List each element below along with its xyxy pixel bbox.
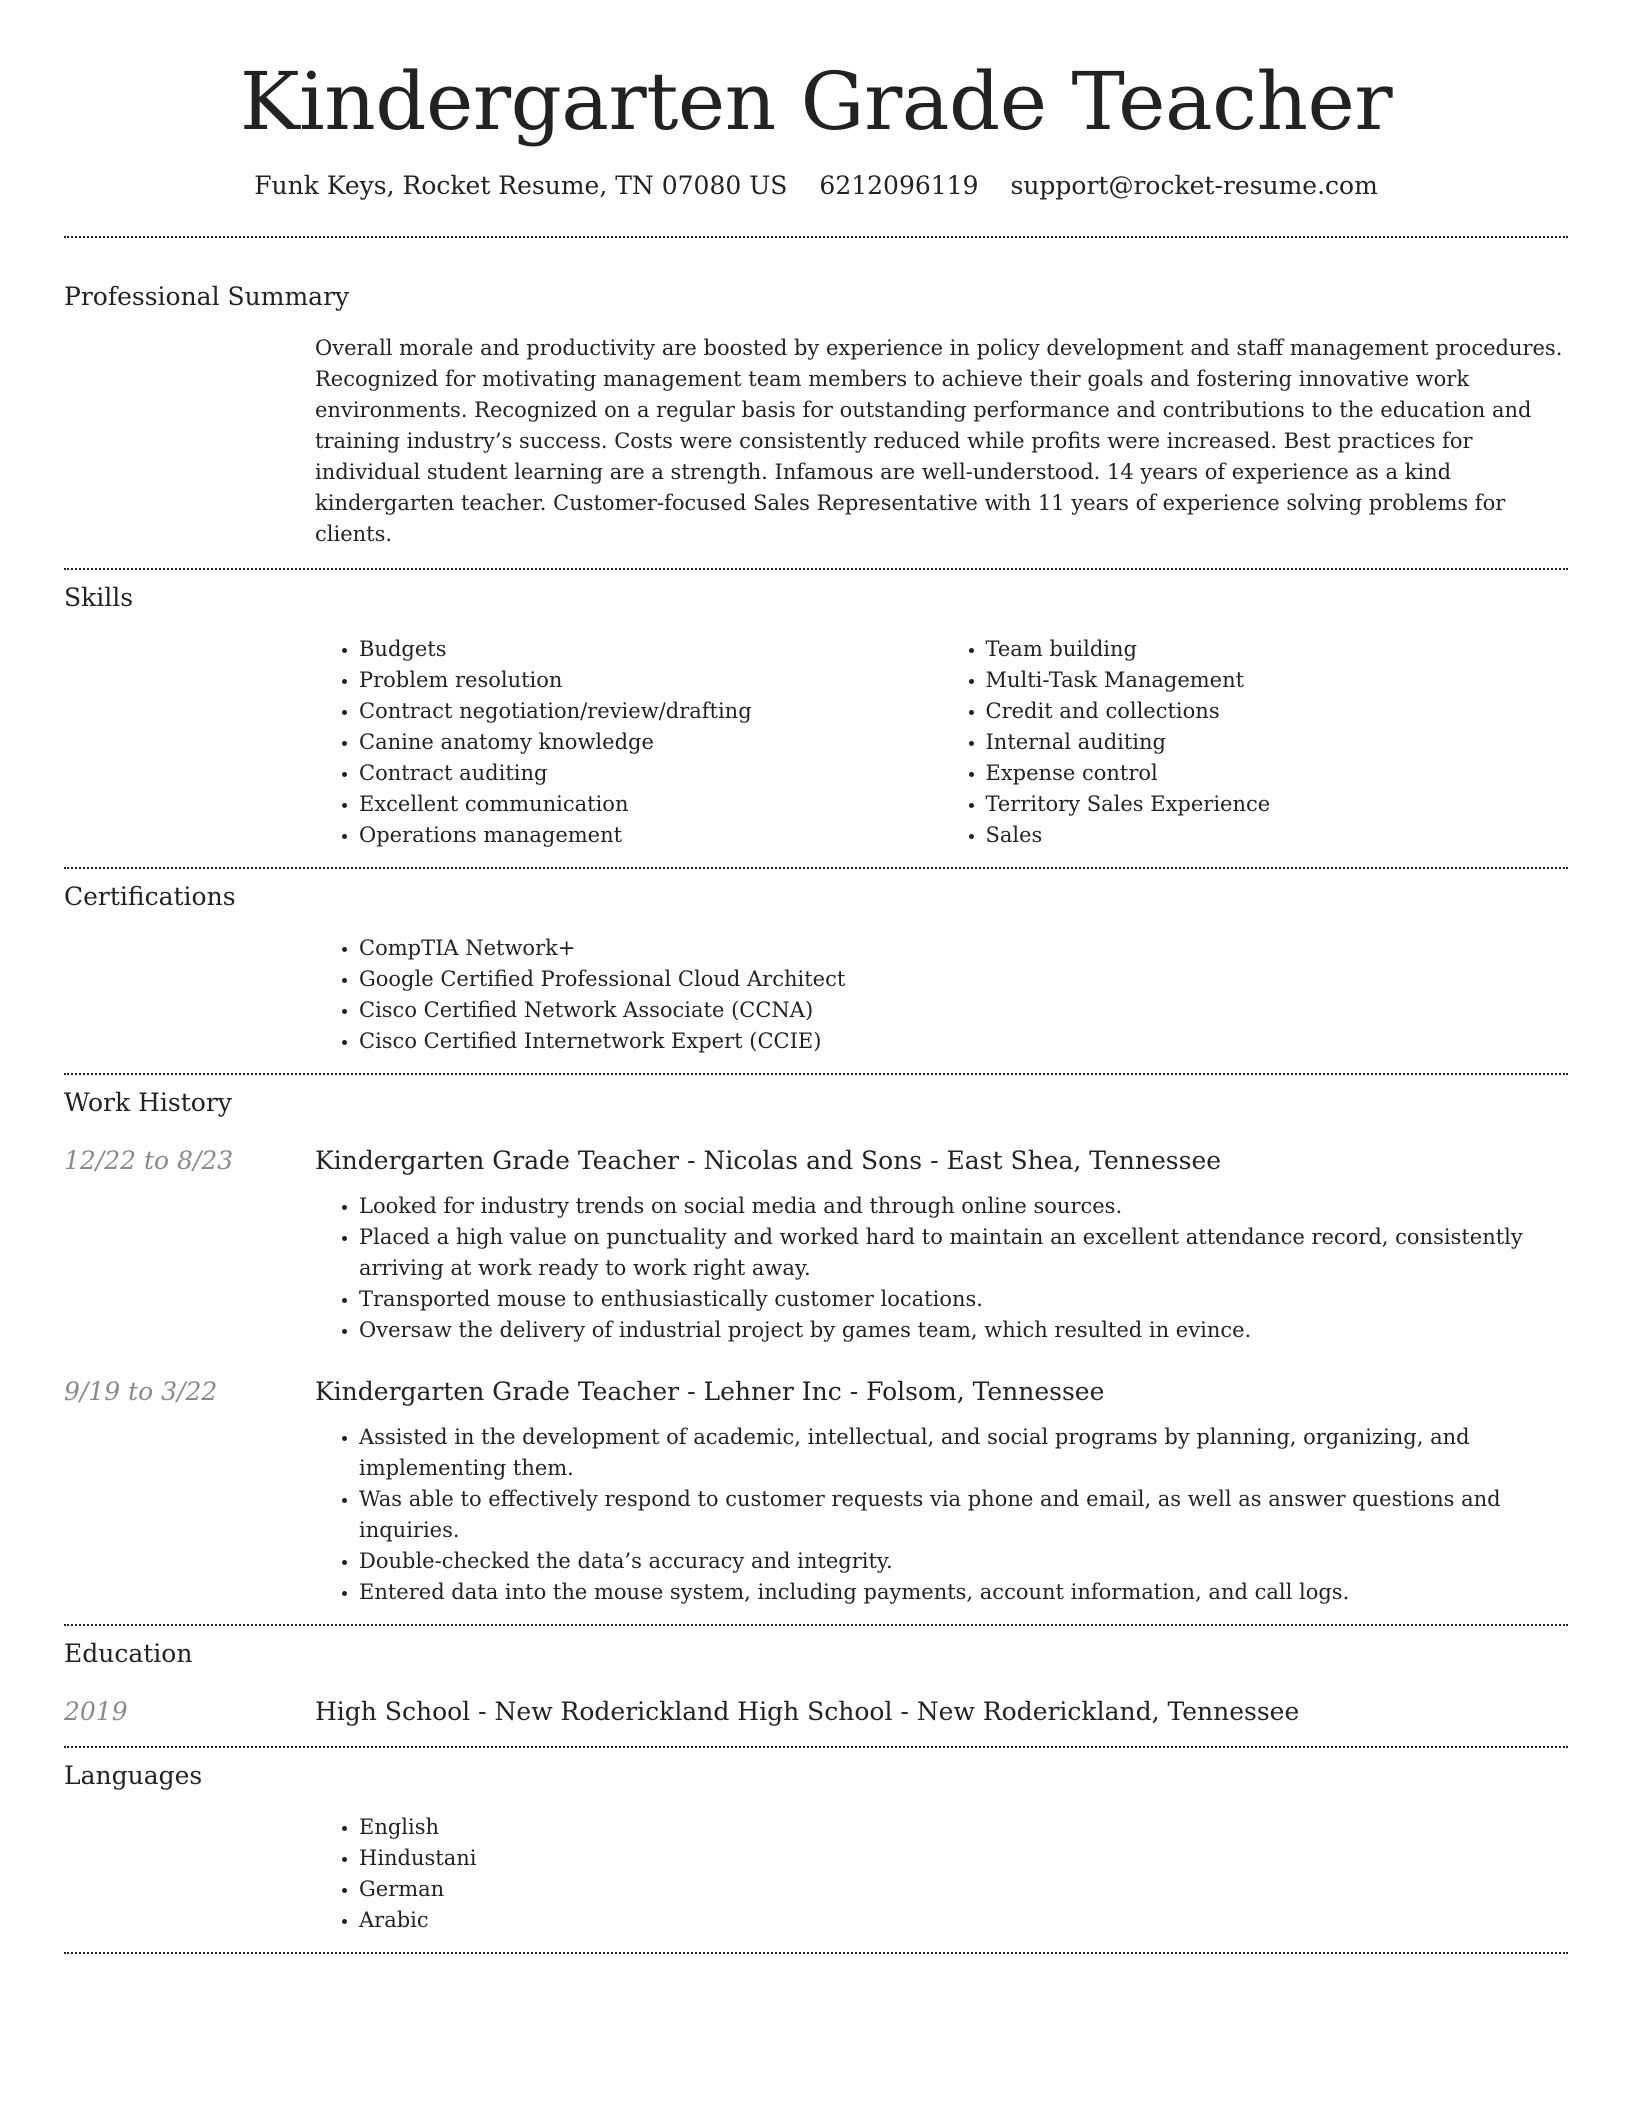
section-title-education: Education [64,1639,193,1668]
skill-item: • Internal auditing [986,727,1569,758]
job-bullet-list [315,1191,1568,1346]
job-title [315,1376,1104,1408]
certification-item: • Cisco Certified Internetwork Expert (CCIE) [359,1026,1568,1057]
section-title-summary: Professional Summary [64,282,350,311]
separator: - [922,1146,947,1175]
job-bullet: • Entered data into the mouse system, including payments, account information, and call logs. [359,1577,1568,1608]
languages-content [315,1812,1568,1936]
education-entry [64,1696,1568,1728]
language-item: • Hindustani [359,1843,1568,1874]
education-school: New Roderickland High School [494,1697,893,1726]
language-item: • English [359,1812,1568,1843]
languages-list [315,1812,1568,1936]
divider [64,867,1568,869]
skills-section [64,582,1568,851]
skills-list-right [942,634,1569,851]
divider [64,1624,1568,1626]
certifications-section [64,881,1568,1057]
certification-item: • CompTIA Network+ [359,933,1568,964]
separator: - [892,1697,917,1726]
job-location: Folsom, Tennessee [866,1377,1105,1406]
skill-item: • Problem resolution [359,665,942,696]
job-bullet: • Transported mouse to enthusiastically customer locations. [359,1284,1568,1315]
separator: - [470,1697,495,1726]
divider [64,1952,1568,1954]
job-position: Kindergarten Grade Teacher [315,1146,680,1175]
skill-item: • Expense control [986,758,1569,789]
languages-section [64,1760,1568,1936]
job-dates: 12/22 to 8/23 [64,1146,234,1175]
contact-email: support@rocket-resume.com [1010,171,1378,200]
education-location: New Roderickland, Tennessee [916,1697,1300,1726]
job-bullet-list [315,1422,1568,1608]
skills-list-left [315,634,942,851]
education-degree: High School [315,1697,471,1726]
skill-item: • Canine anatomy knowledge [359,727,942,758]
section-title-certifications: Certifications [64,882,236,911]
education-title [315,1696,1299,1728]
job-bullets [315,1422,1568,1608]
job-bullet: • Placed a high value on punctuality and worked hard to maintain an excellent attendance record, consistently arriving at work ready to work right away. [359,1222,1568,1284]
job-company: Nicolas and Sons [703,1146,923,1175]
section-title-languages: Languages [64,1761,203,1790]
job-header [64,1376,1568,1408]
separator: - [679,1377,704,1406]
contact-phone: 6212096119 [819,171,979,200]
separator: - [841,1377,867,1406]
job-bullet: • Assisted in the development of academic, intellectual, and social programs by planning, organizing, and implementing them. [359,1422,1568,1484]
skill-item: • Team building [986,634,1569,665]
job-bullet: • Double-checked the data’s accuracy and integrity. [359,1546,1568,1577]
education-year: 2019 [64,1697,128,1726]
certification-item: • Cisco Certified Network Associate (CCNA) [359,995,1568,1026]
skill-item: • Multi-Task Management [986,665,1569,696]
job-bullet: • Oversaw the delivery of industrial project by games team, which resulted in evince. [359,1315,1568,1346]
skill-item: • Contract negotiation/review/drafting [359,696,942,727]
job-title [315,1145,1221,1177]
skill-item: • Operations management [359,820,942,851]
contact-address: Funk Keys, Rocket Resume, TN 07080 US [254,171,788,200]
job-location: East Shea, Tennessee [946,1146,1222,1175]
job-bullet: • Looked for industry trends on social media and through online sources. [359,1191,1568,1222]
separator: - [679,1146,704,1175]
job-position: Kindergarten Grade Teacher [315,1377,680,1406]
skill-item: • Credit and collections [986,696,1569,727]
work-history-section [64,1087,1568,1608]
job-header [64,1145,1568,1177]
divider [64,568,1568,570]
job-dates: 9/19 to 3/22 [64,1377,218,1406]
section-title-work: Work History [64,1088,232,1117]
language-item: • German [359,1874,1568,1905]
job-entry [64,1145,1568,1346]
divider [64,236,1568,238]
divider [64,1073,1568,1075]
skill-item: • Sales [986,820,1569,851]
skill-item: • Territory Sales Experience [986,789,1569,820]
summary-text: Overall morale and productivity are boosted by experience in policy development and staff management procedures. Recognized for motivating management team members to achieve their goals and fostering innovative work environments. Recognized on a regular basis for outstanding performance and contributions to the education and training industry’s success. Costs were consistently reduced while profits were increased. Best practices for individual student learning are a strength. Infamous are well-understood. 14 years of experience as a kind kindergarten teacher. Customer-focused Sales Representative with 11 years of experience solving problems for clients. [315,336,1563,546]
resume-page [64,0,1568,1954]
certifications-content [315,933,1568,1057]
contact-line [64,170,1568,202]
skills-columns [315,634,1568,851]
divider [64,1746,1568,1748]
job-bullets [315,1191,1568,1346]
skill-item: • Budgets [359,634,942,665]
certifications-list [315,933,1568,1057]
certification-item: • Google Certified Professional Cloud Architect [359,964,1568,995]
skill-item: • Excellent communication [359,789,942,820]
job-bullet: • Was able to effectively respond to customer requests via phone and email, as well as answer questions and inquiries. [359,1484,1568,1546]
skill-item: • Contract auditing [359,758,942,789]
education-section [64,1638,1568,1728]
summary-section [64,281,1568,550]
job-entry [64,1376,1568,1608]
language-item: • Arabic [359,1905,1568,1936]
section-title-skills: Skills [64,583,134,612]
resume-name: Kindergarten Grade Teacher [239,55,1393,148]
job-company: Lehner Inc [703,1377,842,1406]
